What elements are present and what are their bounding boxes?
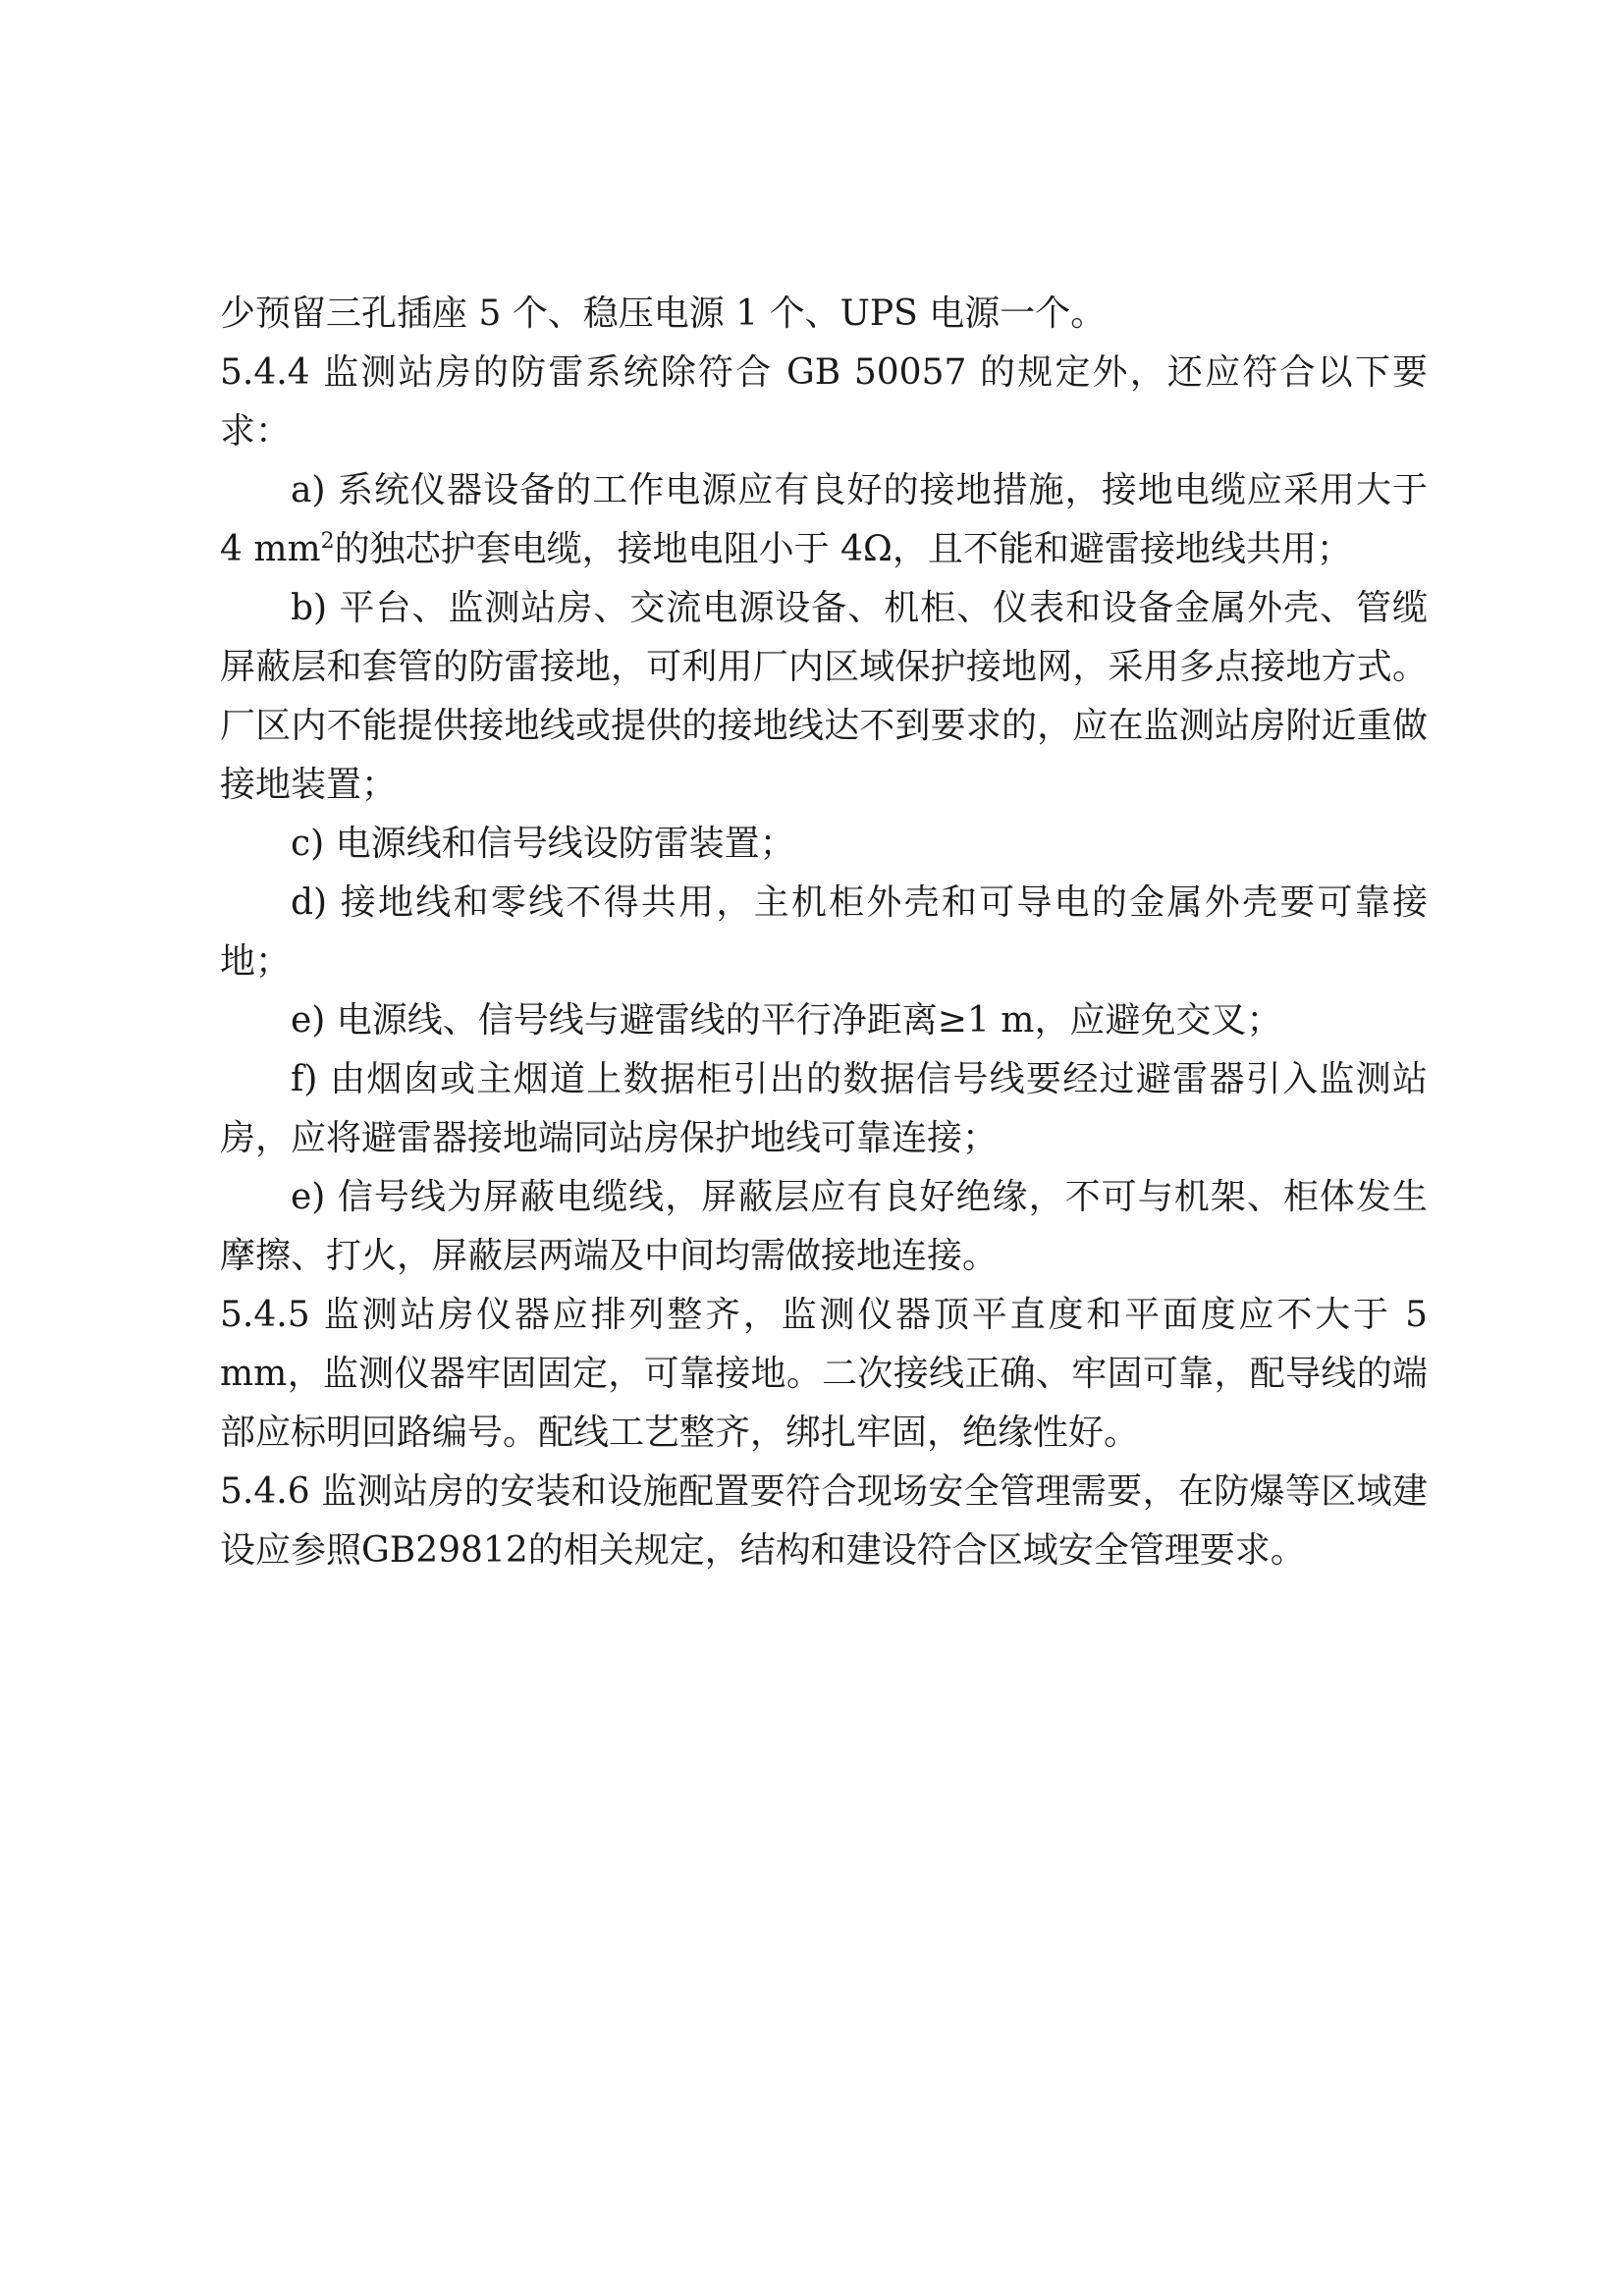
item-a-grounding (220, 461, 1428, 579)
item-a-text-start: a) 系统仪器设备的工作电源应有良好的接地措施，接地电缆应采用大于 4 mm (220, 470, 1428, 569)
clause-5-4-5: 5.4.5 监测站房仪器应排列整齐，监测仪器顶平直度和平面度应不大于 5 mm，监测仪器牢固固定，可靠接地。二次接线正确、牢固可靠，配导线的端部应标明回路编号。配线工艺整齐，绑扎牢固，绝缘性好。 (220, 1295, 1428, 1453)
body-text (220, 285, 1428, 1580)
item-e-shielded-cable: e) 信号线为屏蔽电缆线，屏蔽层应有良好绝缘，不可与机架、柜体发生摩擦、打火，屏蔽层两端及中间均需做接地连接。 (220, 1177, 1428, 1276)
item-d-neutral-ground: d) 接地线和零线不得共用，主机柜外壳和可导电的金属外壳要可靠接地； (220, 882, 1428, 982)
item-a-text-end: 的独芯护套电缆，接地电阻小于 4Ω，且不能和避雷接地线共用； (334, 529, 1352, 569)
clause-5-4-4: 5.4.4 监测站房的防雷系统除符合 GB 50057 的规定外，还应符合以下要求： (220, 352, 1428, 452)
item-f-signal-lines: f) 由烟囱或主烟道上数据柜引出的数据信号线要经过避雷器引入监测站房，应将避雷器接地端同站房保护地线可靠连接； (220, 1059, 1428, 1158)
paragraph-continuation: 少预留三孔插座 5 个、稳压电源 1 个、UPS 电源一个。 (220, 294, 1107, 334)
item-c-protection-devices: c) 电源线和信号线设防雷装置； (291, 824, 795, 864)
item-b-lightning-grounding: b) 平台、监测站房、交流电源设备、机柜、仪表和设备金属外壳、管缆屏蔽层和套管的防雷接地，可利用厂内区域保护接地网，采用多点接地方式。厂区内不能提供接地线或提供的接地线达不到要求的，应在监测站房附近重做接地装置； (220, 588, 1428, 805)
clause-5-4-6: 5.4.6 监测站房的安装和设施配置要符合现场安全管理需要，在防爆等区域建设应参照GB29812的相关规定，结构和建设符合区域安全管理要求。 (220, 1471, 1428, 1571)
superscript-2: 2 (320, 529, 335, 554)
item-e-clearance: e) 电源线、信号线与避雷线的平行净距离≥1 m，应避免交叉； (291, 1000, 1282, 1041)
